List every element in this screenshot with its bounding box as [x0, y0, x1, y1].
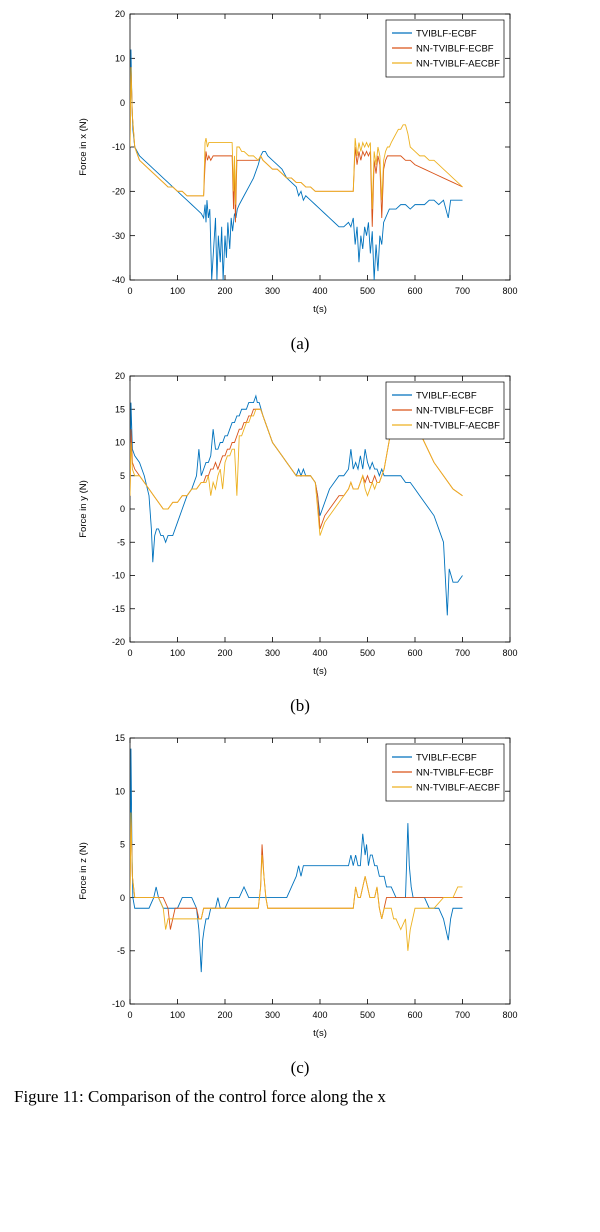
y-tick-label: -40 — [111, 275, 125, 286]
chart-svg-a — [72, 0, 528, 330]
x-tick-label: 600 — [407, 1010, 423, 1020]
x-tick-label: 0 — [127, 286, 133, 296]
x-tick-label: 200 — [217, 1010, 233, 1020]
x-tick-label: 400 — [312, 648, 328, 658]
y-tick-label: 20 — [114, 371, 125, 382]
y-tick-label: 0 — [119, 504, 125, 515]
legend-label: TVIBLF-ECBF — [416, 390, 477, 402]
x-tick-label: 300 — [264, 648, 281, 658]
y-tick-label: -10 — [111, 999, 125, 1010]
y-tick-label: -10 — [111, 142, 125, 153]
x-tick-label: 600 — [407, 286, 423, 296]
chart-panel-c — [72, 724, 528, 1054]
y-tick-label: 5 — [119, 839, 125, 850]
legend-label: NN-TVIBLF-AECBF — [416, 420, 500, 432]
y-tick-label: 10 — [114, 786, 125, 797]
y-tick-label: -20 — [111, 186, 125, 197]
x-tick-label: 300 — [264, 1010, 281, 1020]
x-axis-title: t(s) — [313, 304, 327, 315]
x-axis-title: t(s) — [313, 666, 327, 677]
x-tick-label: 500 — [359, 648, 376, 658]
y-tick-label: 10 — [114, 53, 125, 64]
y-tick-label: 0 — [119, 97, 125, 108]
x-tick-label: 400 — [312, 286, 328, 296]
x-tick-label: 200 — [217, 286, 233, 296]
legend-label: NN-TVIBLF-AECBF — [416, 58, 500, 70]
legend-label: TVIBLF-ECBF — [416, 752, 477, 764]
y-axis-title: Force in x (N) — [78, 118, 89, 176]
x-tick-label: 800 — [502, 1010, 518, 1020]
y-tick-label: -10 — [111, 570, 125, 581]
x-tick-label: 800 — [502, 648, 518, 658]
chart-panel-a — [72, 0, 528, 330]
y-tick-label: 5 — [119, 470, 125, 481]
y-tick-label: -5 — [116, 946, 125, 956]
y-tick-label: 15 — [114, 733, 125, 744]
legend-label: NN-TVIBLF-ECBF — [416, 43, 494, 55]
x-tick-label: 400 — [312, 1010, 328, 1020]
x-tick-label: 300 — [264, 286, 281, 296]
panel-caption-a: (a) — [290, 334, 310, 353]
x-tick-label: 500 — [359, 286, 376, 296]
x-tick-label: 200 — [217, 648, 233, 658]
x-tick-label: 700 — [454, 648, 471, 658]
legend-label: NN-TVIBLF-ECBF — [416, 405, 494, 417]
panel-caption-b: (b) — [290, 696, 310, 715]
panel-c-block — [0, 724, 600, 1078]
y-tick-label: 10 — [114, 437, 125, 448]
legend-label: TVIBLF-ECBF — [416, 28, 477, 40]
x-tick-label: 800 — [502, 286, 518, 296]
x-tick-label: 600 — [407, 648, 423, 658]
figure-caption: Figure 11: Comparison of the control force along the x — [14, 1087, 386, 1106]
y-tick-label: 0 — [119, 892, 125, 903]
x-axis-title: t(s) — [313, 1028, 327, 1039]
y-tick-label: -15 — [111, 603, 125, 614]
x-tick-label: 100 — [169, 1010, 186, 1020]
x-tick-label: 500 — [359, 1010, 376, 1020]
panel-a-block — [0, 0, 600, 354]
y-tick-label: -30 — [111, 230, 125, 241]
x-tick-label: 700 — [454, 1010, 471, 1020]
panel-caption-c: (c) — [290, 1058, 310, 1077]
x-tick-label: 100 — [169, 286, 186, 296]
chart-panel-b — [72, 362, 528, 692]
y-tick-label: -5 — [116, 537, 125, 548]
legend-label: NN-TVIBLF-ECBF — [416, 767, 494, 779]
chart-svg-c — [72, 724, 528, 1054]
chart-svg-b — [72, 362, 528, 692]
x-tick-label: 0 — [127, 648, 133, 658]
y-tick-label: 15 — [114, 404, 125, 415]
y-tick-label: -20 — [111, 637, 125, 648]
panel-b-block — [0, 362, 600, 716]
legend-label: NN-TVIBLF-AECBF — [416, 782, 500, 794]
y-axis-title: Force in z (N) — [78, 842, 89, 900]
y-axis-title: Force in y (N) — [78, 480, 89, 538]
x-tick-label: 700 — [454, 286, 471, 296]
x-tick-label: 0 — [127, 1010, 133, 1020]
y-tick-label: 20 — [114, 9, 125, 20]
x-tick-label: 100 — [169, 648, 186, 658]
